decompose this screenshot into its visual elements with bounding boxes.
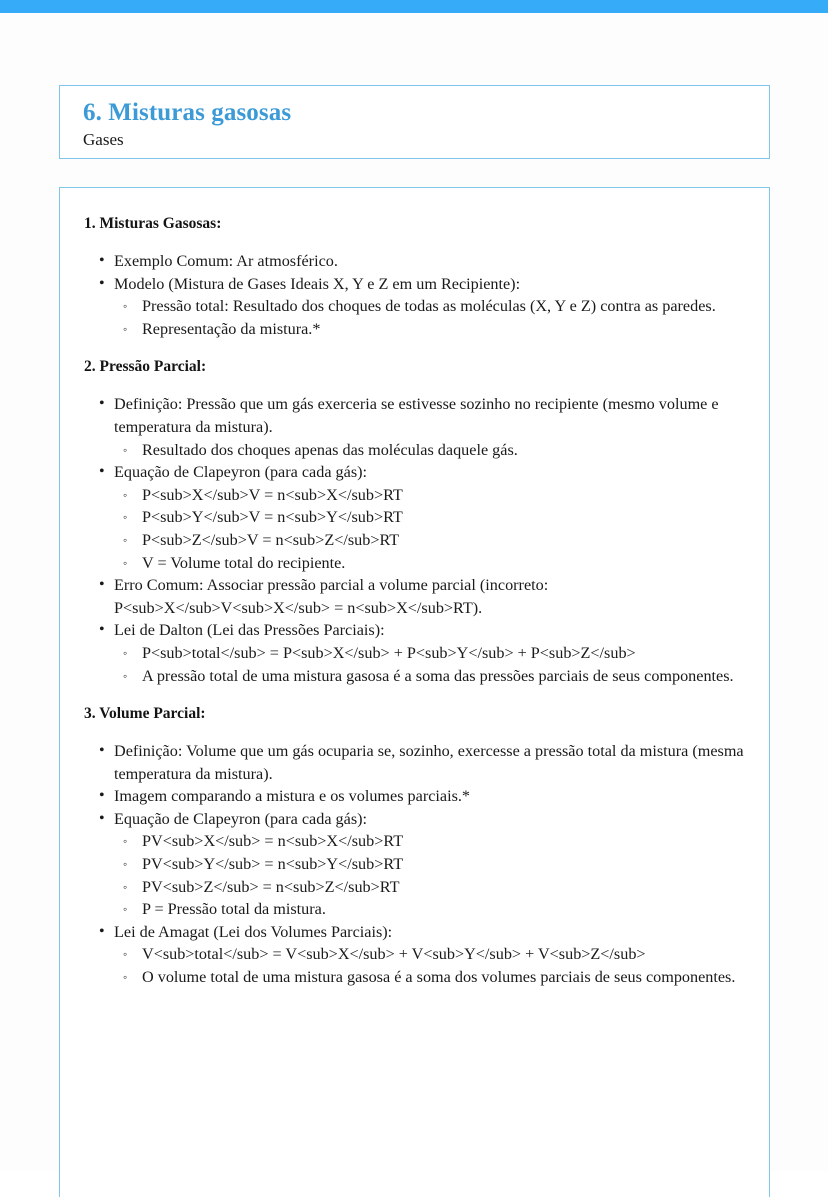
section-block xyxy=(84,704,747,989)
document-body xyxy=(60,188,769,989)
bullet-disc-icon: • xyxy=(99,922,105,940)
bullet-circle-icon: ◦ xyxy=(123,645,128,660)
sub-list-item xyxy=(114,642,747,665)
bullet-circle-icon: ◦ xyxy=(123,442,128,457)
sub-list-item-text: V<sub>total</sub> = V<sub>X</sub> + V<sub>Y</sub> + V<sub>Z</sub> xyxy=(142,945,646,964)
sub-list-item-text: A pressão total de uma mistura gasosa é a soma das pressões parciais de seus componentes. xyxy=(142,666,734,685)
sub-list-item-text: PV<sub>Y</sub> = n<sub>Y</sub>RT xyxy=(142,855,404,874)
sub-list-item xyxy=(114,966,747,989)
section-block xyxy=(84,214,747,340)
bullet-disc-icon: • xyxy=(99,787,105,805)
sub-list-item xyxy=(114,665,747,688)
list-item-text: Equação de Clapeyron (para cada gás): xyxy=(114,809,368,828)
bullet-list-level2 xyxy=(114,830,747,920)
bullet-list-level1 xyxy=(84,740,747,989)
bullet-circle-icon: ◦ xyxy=(123,970,128,985)
sub-list-item xyxy=(114,295,747,318)
bullet-disc-icon: • xyxy=(99,463,105,481)
bullet-list-level1 xyxy=(84,393,747,687)
sub-list-item xyxy=(114,529,747,552)
list-item-text: Modelo (Mistura de Gases Ideais X, Y e Z em um Recipiente): xyxy=(114,274,521,293)
list-item-text: Lei de Amagat (Lei dos Volumes Parciais): xyxy=(114,922,393,941)
document-header-inner xyxy=(60,86,769,150)
list-item-text: Equação de Clapeyron (para cada gás): xyxy=(114,463,368,482)
bullet-circle-icon: ◦ xyxy=(123,555,128,570)
list-item-text: Definição: Volume que um gás ocuparia se, sozinho, exercesse a pressão total da mistura (mesma temperatura da mistura). xyxy=(114,742,744,783)
bullet-circle-icon: ◦ xyxy=(123,510,128,525)
sub-list-item-text: V = Volume total do recipiente. xyxy=(142,553,346,572)
sub-list-item-text: P<sub>X</sub>V = n<sub>X</sub>RT xyxy=(142,485,403,504)
sub-list-item-text: P<sub>Y</sub>V = n<sub>Y</sub>RT xyxy=(142,508,403,527)
bullet-list-level2 xyxy=(114,642,747,687)
sub-list-item-text: PV<sub>Z</sub> = n<sub>Z</sub>RT xyxy=(142,877,400,896)
bullet-disc-icon: • xyxy=(99,274,105,292)
sub-list-item-text: Representação da mistura.* xyxy=(142,319,321,338)
bullet-circle-icon: ◦ xyxy=(123,532,128,547)
list-item xyxy=(84,740,747,785)
list-item xyxy=(84,921,747,989)
bullet-circle-icon: ◦ xyxy=(123,834,128,849)
list-item-text: Erro Comum: Associar pressão parcial a volume parcial (incorreto: P<sub>X</sub>V<sub>X</sub> = n<sub>X</sub>RT). xyxy=(114,576,549,617)
bullet-circle-icon: ◦ xyxy=(123,487,128,502)
page-subtitle: Gases xyxy=(83,130,124,149)
sub-list-item xyxy=(114,484,747,507)
sub-list-item xyxy=(114,552,747,575)
list-item-text: Exemplo Comum: Ar atmosférico. xyxy=(114,252,338,270)
list-item xyxy=(84,393,747,461)
sub-list-item xyxy=(114,943,747,966)
list-item xyxy=(84,461,747,574)
section-heading: 3. Volume Parcial: xyxy=(84,705,206,723)
top-accent-bar xyxy=(0,0,828,13)
sub-list-item-text: P<sub>Z</sub>V = n<sub>Z</sub>RT xyxy=(142,530,400,549)
list-item xyxy=(84,273,747,341)
sub-list-item xyxy=(114,853,747,876)
sub-list-item-text: Resultado dos choques apenas das moléculas daquele gás. xyxy=(142,440,518,459)
bullet-circle-icon: ◦ xyxy=(123,879,128,894)
sub-list-item xyxy=(114,898,747,921)
bullet-list-level1 xyxy=(84,250,747,340)
list-item xyxy=(84,574,747,619)
bullet-disc-icon: • xyxy=(99,742,105,760)
sub-list-item xyxy=(114,318,747,341)
sub-list-item xyxy=(114,439,747,462)
sub-list-item-text: P<sub>total</sub> = P<sub>X</sub> + P<sub>Y</sub> + P<sub>Z</sub> xyxy=(142,643,636,662)
sub-list-item-text: P = Pressão total da mistura. xyxy=(142,900,326,919)
bullet-disc-icon: • xyxy=(99,809,105,827)
bullet-list-level2 xyxy=(114,439,747,462)
bullet-disc-icon: • xyxy=(99,395,105,413)
bullet-circle-icon: ◦ xyxy=(123,321,128,336)
sub-list-item-text: O volume total de uma mistura gasosa é a soma dos volumes parciais de seus componentes. xyxy=(142,968,736,987)
sub-list-item-text: PV<sub>X</sub> = n<sub>X</sub>RT xyxy=(142,832,404,851)
sub-list-item-text: Pressão total: Resultado dos choques de todas as moléculas (X, Y e Z) contra as paredes. xyxy=(142,297,716,316)
document-header-card xyxy=(59,85,770,159)
list-item xyxy=(84,785,747,808)
page-title: 6. Misturas gasosas xyxy=(83,99,292,126)
bullet-disc-icon: • xyxy=(99,576,105,594)
bullet-list-level2 xyxy=(114,484,747,574)
bullet-circle-icon: ◦ xyxy=(123,299,128,314)
sub-list-item xyxy=(114,506,747,529)
sub-list-item xyxy=(114,876,747,899)
bullet-circle-icon: ◦ xyxy=(123,857,128,872)
document-content-card xyxy=(59,187,770,1197)
bullet-disc-icon: • xyxy=(99,252,105,269)
bullet-list-level2 xyxy=(114,295,747,340)
list-item-text: Lei de Dalton (Lei das Pressões Parciais): xyxy=(114,621,385,640)
section-block xyxy=(84,357,747,687)
section-heading: 2. Pressão Parcial: xyxy=(84,358,207,376)
list-item xyxy=(84,250,747,273)
list-item-text: Definição: Pressão que um gás exerceria se estivesse sozinho no recipiente (mesmo volume e temperatura da mistura). xyxy=(114,395,719,436)
bullet-circle-icon: ◦ xyxy=(123,902,128,917)
bullet-circle-icon: ◦ xyxy=(123,668,128,683)
list-item xyxy=(84,808,747,921)
bullet-disc-icon: • xyxy=(99,621,105,639)
sub-list-item xyxy=(114,830,747,853)
bullet-circle-icon: ◦ xyxy=(123,947,128,962)
bullet-list-level2 xyxy=(114,943,747,988)
list-item-text: Imagem comparando a mistura e os volumes parciais.* xyxy=(114,787,471,806)
section-heading: 1. Misturas Gasosas: xyxy=(84,215,222,232)
list-item xyxy=(84,619,747,687)
